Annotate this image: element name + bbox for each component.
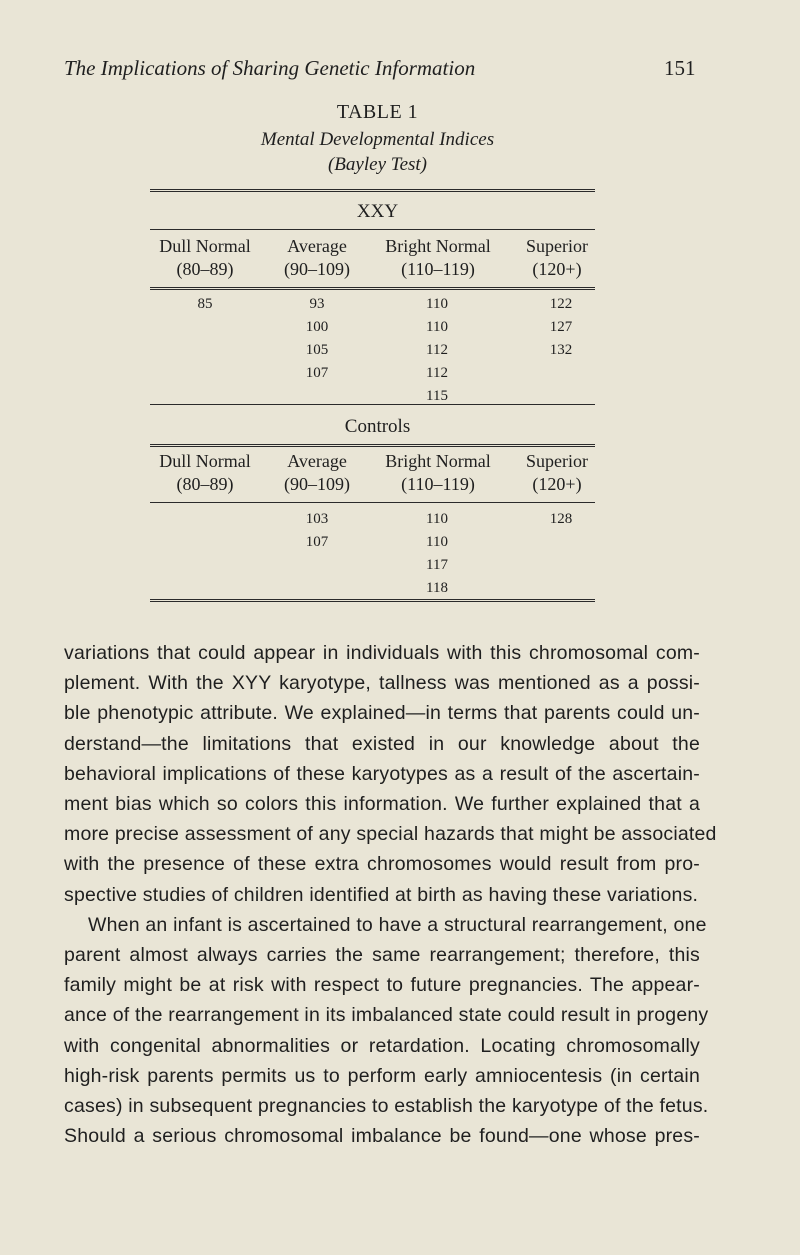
column-header-range: (90–109) (284, 474, 350, 494)
table-cell: 110 (426, 511, 448, 527)
table-bottom-rule (150, 599, 595, 602)
column-header-range: (110–119) (401, 474, 475, 494)
text-line: derstand—the limitations that existed in our knowledge about the (64, 732, 700, 755)
text-line: more precise assessment of any special hazards that might be associated (64, 823, 717, 846)
text-line: cases) in subsequent pregnancies to establish the karyotype of the fetus. (64, 1095, 709, 1118)
table-label: TABLE 1 (336, 101, 419, 123)
table-cell: 115 (426, 388, 448, 404)
body-text (64, 638, 717, 1151)
text-line: high-risk parents permits us to perform early amniocentesis (in certain (64, 1064, 700, 1087)
table-cell: 128 (549, 511, 573, 527)
table-cell: 103 (305, 511, 329, 527)
text-line: spective studies of children identified at birth as having these variations. (64, 883, 699, 906)
text-line: behavioral implications of these karyotypes as a result of the ascertain- (64, 762, 700, 785)
header-bottom-rule (150, 502, 595, 503)
text-line: plement. With the XYY karyotype, tallness was mentioned as a possi- (64, 672, 700, 695)
column-header-range: (80–89) (176, 259, 234, 279)
column-header-range: (120+) (532, 259, 582, 279)
column-header-name: Bright Normal (385, 236, 491, 256)
group-label-rule (150, 229, 595, 230)
text-line: with congenital abnormalities or retardation. Locating chromosomally (64, 1034, 700, 1057)
table-cell: 93 (309, 296, 325, 312)
column-header-range: (80–89) (176, 474, 234, 494)
column-header-range: (120+) (532, 474, 582, 494)
group-top-rule (150, 189, 595, 192)
column-header-name: Bright Normal (385, 451, 491, 471)
text-line: Should a serious chromosomal imbalance be found—one whose pres- (64, 1125, 700, 1148)
table-cell: 112 (426, 342, 448, 358)
column-header-name: Dull Normal (159, 451, 251, 471)
text-line: variations that could appear in individuals with this chromosomal com- (64, 642, 700, 664)
text-line: parent almost always carries the same rearrangement; therefore, this (64, 944, 700, 967)
column-header-name: Average (287, 451, 347, 471)
text-line: ment bias which so colors this information. We further explained that a (64, 793, 700, 816)
table-cell: 100 (305, 319, 329, 335)
table-cell: 112 (426, 365, 448, 381)
text-line: with the presence of these extra chromosomes would result from pro- (64, 853, 700, 876)
page-number: 151 (664, 56, 696, 80)
text-line: ance of the rearrangement in its imbalanced state could result in progeny (64, 1004, 709, 1027)
table-cell: 110 (426, 534, 448, 550)
table-cell: 85 (197, 296, 213, 312)
text-line: When an infant is ascertained to have a structural rearrangement, one (88, 913, 707, 936)
table-cell: 110 (426, 296, 448, 312)
column-header-range: (90–109) (284, 259, 350, 279)
table-cell: 107 (305, 534, 329, 550)
group-label: Controls (344, 416, 411, 437)
group-top-rule (150, 404, 595, 405)
header-bottom-rule (150, 287, 595, 290)
column-header-name: Superior (526, 451, 588, 471)
table-cell: 132 (549, 342, 573, 358)
table-cell: 118 (426, 580, 448, 596)
table-cell: 107 (305, 365, 329, 381)
table-cell: 117 (426, 557, 448, 573)
table-cell: 110 (426, 319, 448, 335)
column-header-name: Dull Normal (159, 236, 251, 256)
text-line: ble phenotypic attribute. We explained—in terms that parents could un- (64, 702, 700, 725)
column-header-name: Superior (526, 236, 588, 256)
running-head: The Implications of Sharing Genetic Information (64, 56, 476, 80)
table-subtitle: (Bayley Test) (327, 154, 428, 175)
column-header-name: Average (287, 236, 347, 256)
table-cell: 105 (305, 342, 329, 358)
group-label-rule (150, 444, 595, 447)
table-cell: 122 (549, 296, 573, 312)
table-cell: 127 (549, 319, 573, 335)
table-title: Mental Developmental Indices (260, 129, 495, 150)
column-header-range: (110–119) (401, 259, 475, 279)
text-line: family might be at risk with respect to future pregnancies. The appear- (64, 974, 700, 997)
group-label: XXY (356, 201, 399, 222)
